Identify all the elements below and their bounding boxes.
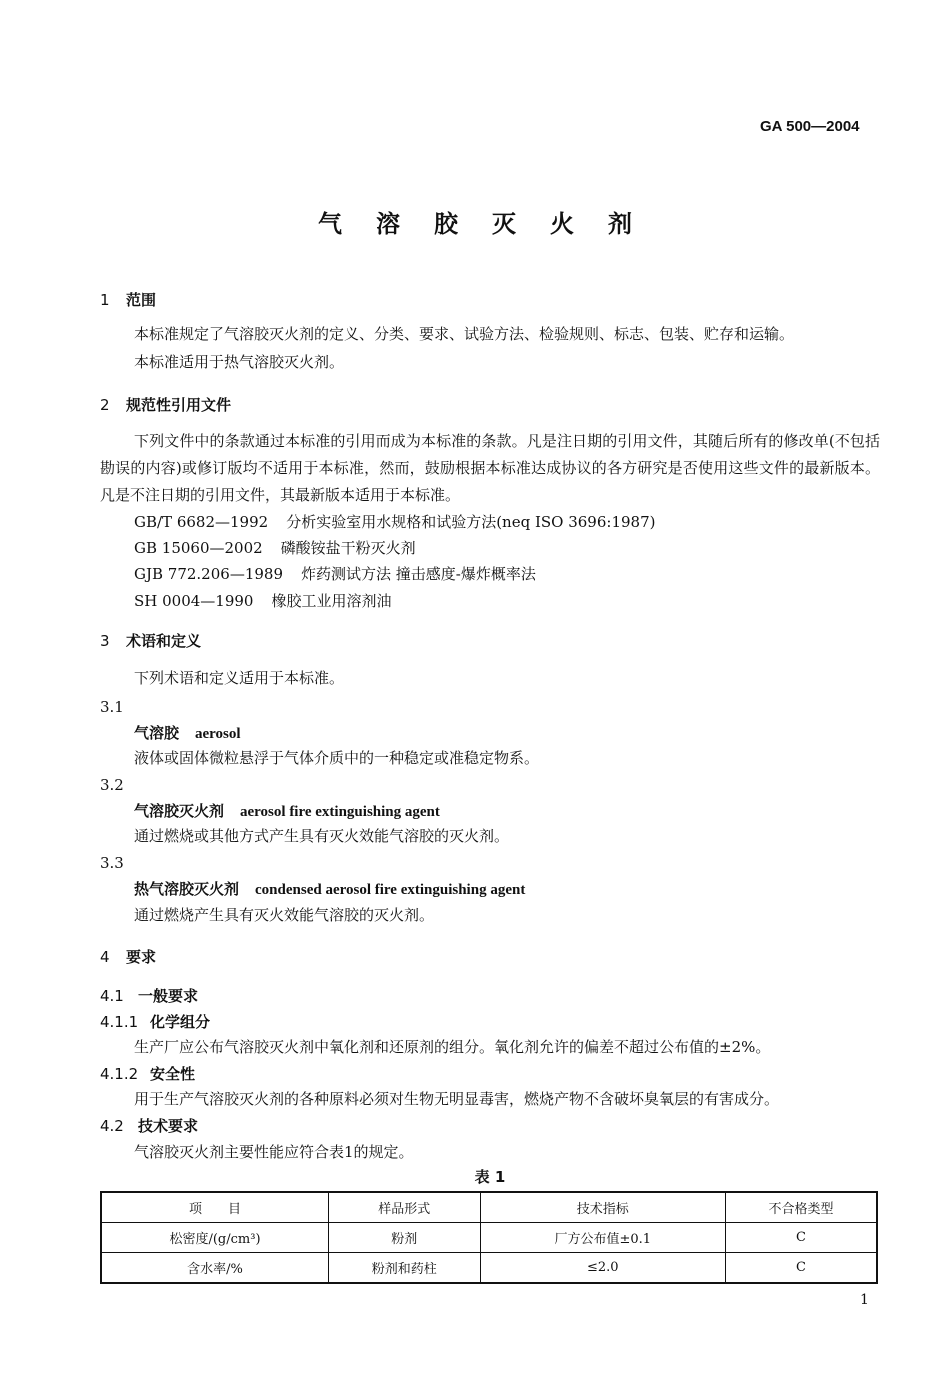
term-english: aerosol fire extinguishing agent xyxy=(240,804,440,820)
table-header-row xyxy=(101,1192,877,1223)
section-3-heading xyxy=(100,630,201,651)
term-chinese: 气溶胶 xyxy=(134,724,180,742)
document-title: 气溶胶灭火剂 xyxy=(318,210,666,238)
table-cell: 厂方公布值±0.1 xyxy=(480,1223,725,1253)
table-cell: C xyxy=(725,1253,877,1284)
section-title: 技术要求 xyxy=(138,1117,199,1135)
column-header: 样品形式 xyxy=(329,1192,481,1223)
paragraph: 用于生产气溶胶灭火剂的各种原料必须对生物无明显毒害，燃烧产物不含破坏臭氧层的有害成分。 xyxy=(134,1090,780,1108)
section-title: 术语和定义 xyxy=(126,632,202,650)
column-header: 不合格类型 xyxy=(725,1192,877,1223)
table-cell: 含水率/% xyxy=(101,1253,329,1284)
paragraph: 本标准规定了气溶胶灭火剂的定义、分类、要求、试验方法、检验规则、标志、包装、贮存和运输。 xyxy=(134,325,795,343)
table-row xyxy=(101,1223,877,1253)
reference-code: SH 0004—1990 xyxy=(134,592,254,610)
table-1 xyxy=(100,1191,878,1284)
table-cell: 粉剂 xyxy=(329,1223,481,1253)
section-number: 4.1.2 xyxy=(100,1065,139,1083)
reference-item xyxy=(134,511,655,532)
table-caption: 表 1 xyxy=(474,1168,506,1186)
term-english: condensed aerosol fire extinguishing agent xyxy=(255,882,526,898)
reference-item xyxy=(134,563,536,584)
term-number: 3.1 xyxy=(100,698,124,716)
reference-code: GB 15060—2002 xyxy=(134,539,263,557)
reference-title: 炸药测试方法 撞击感度-爆炸概率法 xyxy=(301,565,536,583)
section-number: 4.1.1 xyxy=(100,1013,139,1031)
table-cell: 粉剂和药柱 xyxy=(329,1253,481,1284)
term-heading xyxy=(134,800,440,821)
section-title: 要求 xyxy=(126,948,157,966)
section-title: 化学组分 xyxy=(150,1013,211,1031)
reference-title: 橡胶工业用溶剂油 xyxy=(271,592,392,610)
paragraph: 生产厂应公布气溶胶灭火剂中氧化剂和还原剂的组分。氧化剂允许的偏差不超过公布值的±2%。 xyxy=(134,1038,771,1056)
subsection-heading xyxy=(100,985,198,1006)
section-4-heading xyxy=(100,946,156,967)
section-number: 4.1 xyxy=(100,987,124,1005)
section-2-heading xyxy=(100,394,231,415)
standard-number: GA 500—2004 xyxy=(760,118,860,135)
reference-item xyxy=(134,590,392,611)
column-header: 技术指标 xyxy=(480,1192,725,1223)
table-row xyxy=(101,1253,877,1284)
subsection-heading xyxy=(100,1115,198,1136)
section-title: 规范性引用文件 xyxy=(126,396,232,414)
paragraph: 气溶胶灭火剂主要性能应符合表1的规定。 xyxy=(134,1143,414,1161)
section-title: 范围 xyxy=(126,291,157,309)
page-number: 1 xyxy=(860,1292,869,1308)
term-heading xyxy=(134,722,241,743)
paragraph: 本标准适用于热气溶胶灭火剂。 xyxy=(134,353,345,371)
reference-code: GJB 772.206—1989 xyxy=(134,565,283,583)
section-number: 3 xyxy=(100,632,110,650)
section-number: 1 xyxy=(100,291,110,309)
section-1-heading xyxy=(100,289,156,310)
section-number: 4.2 xyxy=(100,1117,124,1135)
subsection-heading xyxy=(100,1011,210,1032)
reference-title: 磷酸铵盐干粉灭火剂 xyxy=(280,539,416,557)
term-definition: 通过燃烧产生具有灭火效能气溶胶的灭火剂。 xyxy=(134,906,435,924)
reference-title: 分析实验室用水规格和试验方法(neq ISO 3696:1987) xyxy=(286,513,656,531)
reference-code: GB/T 6682—1992 xyxy=(134,513,269,531)
table-cell: ≤2.0 xyxy=(480,1253,725,1284)
column-header: 项 目 xyxy=(101,1192,329,1223)
paragraph: 下列文件中的条款通过本标准的引用而成为本标准的条款。凡是注日期的引用文件，其随后所有的修改单(不包括勘误的内容)或修订版均不适用于本标准，然而，鼓励根据本标准达成协议的各方研究是否使用这些文件的最新版本。凡是不注日期的引用文件，其最新版本适用于本标准。 xyxy=(100,432,880,504)
term-heading xyxy=(134,878,525,899)
term-number: 3.3 xyxy=(100,854,124,872)
reference-item xyxy=(134,537,416,558)
term-definition: 液体或固体微粒悬浮于气体介质中的一种稳定或准稳定物系。 xyxy=(134,749,540,767)
table-cell: C xyxy=(725,1223,877,1253)
subsection-heading xyxy=(100,1063,195,1084)
section-number: 2 xyxy=(100,396,110,414)
section-title: 安全性 xyxy=(150,1065,196,1083)
term-chinese: 热气溶胶灭火剂 xyxy=(134,880,240,898)
term-chinese: 气溶胶灭火剂 xyxy=(134,802,225,820)
term-definition: 通过燃烧或其他方式产生具有灭火效能气溶胶的灭火剂。 xyxy=(134,827,510,845)
term-number: 3.2 xyxy=(100,776,124,794)
section-number: 4 xyxy=(100,948,110,966)
table-cell: 松密度/(g/cm³) xyxy=(101,1223,329,1253)
paragraph: 下列术语和定义适用于本标准。 xyxy=(134,669,345,687)
term-english: aerosol xyxy=(195,726,241,742)
section-title: 一般要求 xyxy=(138,987,199,1005)
